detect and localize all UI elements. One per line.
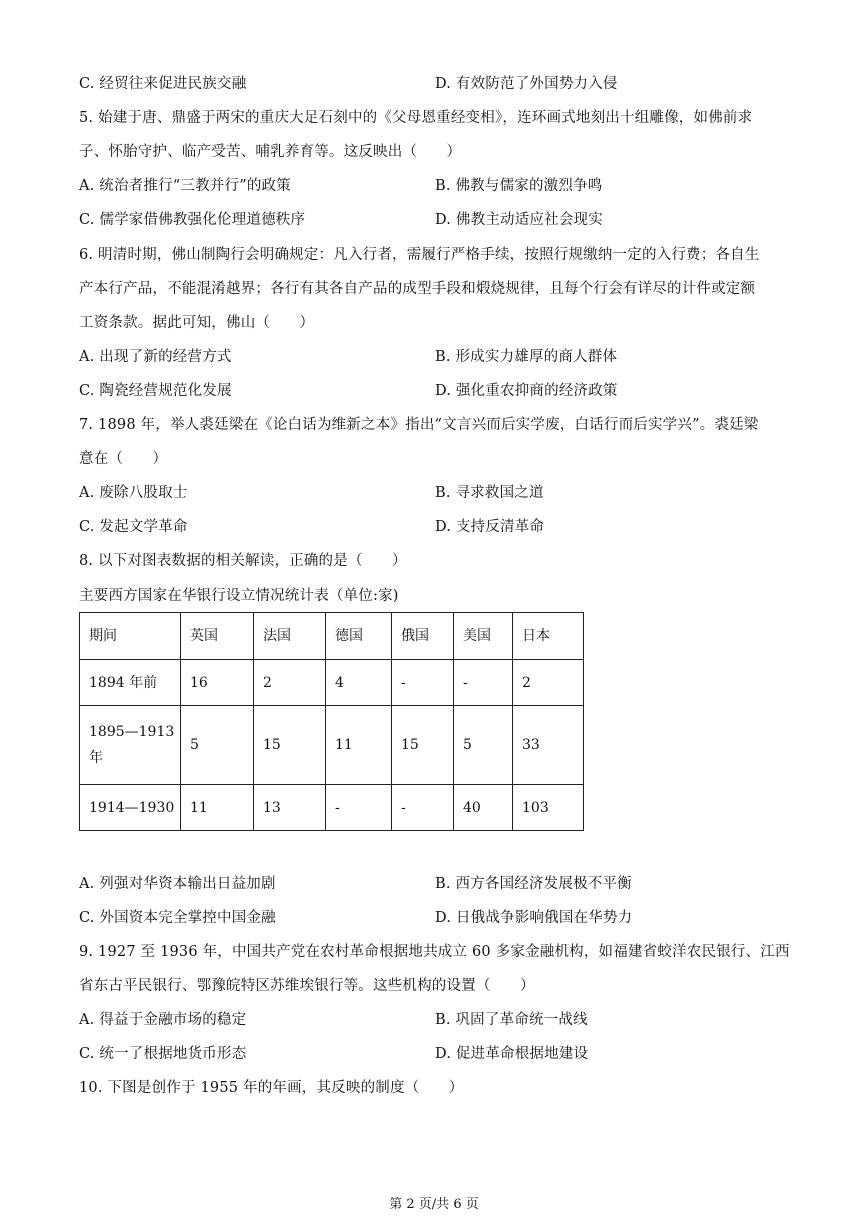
table-cell: 5	[454, 706, 513, 785]
q8-option-c: C. 外国资本完全掌控中国金融	[79, 910, 276, 926]
q9-option-b: B. 巩固了革命统一战线	[435, 1012, 588, 1028]
page-footer: 第 2 页/共 6 页	[389, 1197, 479, 1212]
q6-stem-line-3: 工资条款。据此可知，佛山（ ）	[79, 315, 315, 331]
q4-option-c: C. 经贸往来促进民族交融	[79, 76, 247, 92]
table-cell: 11	[326, 706, 392, 785]
period-label-part-2: 年	[89, 750, 103, 766]
q5-option-c: C. 儒学家借佛教强化伦理道德秩序	[79, 212, 306, 228]
q8-table-title: 主要西方国家在华银行设立情况统计表（单位:家)	[79, 588, 399, 604]
table-cell: 15	[254, 706, 326, 785]
q7-option-d: D. 支持反清革命	[435, 519, 545, 535]
q8-option-b: B. 西方各国经济发展极不平衡	[435, 876, 632, 892]
q6-option-c: C. 陶瓷经营规范化发展	[79, 383, 232, 399]
table-row	[80, 660, 584, 706]
q7-option-b: B. 寻求救国之道	[435, 485, 544, 501]
period-label-part-1: 1895—1913	[89, 724, 175, 740]
table-cell: 15	[392, 706, 454, 785]
q5-option-b: B. 佛教与儒家的激烈争鸣	[435, 178, 603, 194]
q7-stem-line-2: 意在（ ）	[79, 451, 168, 467]
q5-stem-line-1: 5. 始建于唐、鼎盛于两宋的重庆大足石刻中的《父母恩重经变相》，连环画式地刻出十组雕像，如佛前求	[79, 110, 753, 126]
q9-stem-line-1: 9. 1927 至 1936 年，中国共产党在农村革命根据地共成立 60 多家金融机构，如福建省蛟洋农民银行、江西	[79, 944, 790, 960]
table-cell: -	[454, 660, 513, 706]
q6-option-d: D. 强化重农抑商的经济政策	[435, 383, 618, 399]
table-cell: -	[326, 785, 392, 831]
q8-stem: 8. 以下对图表数据的相关解读，正确的是（ ）	[79, 553, 407, 569]
table-cell: 5	[181, 706, 254, 785]
q8-option-a: A. 列强对华资本输出日益加剧	[79, 876, 276, 892]
q10-stem: 10. 下图是创作于 1955 年的年画，其反映的制度（ ）	[79, 1080, 464, 1096]
table-header-row	[80, 613, 584, 660]
q4-option-d: D. 有效防范了外国势力入侵	[435, 76, 618, 92]
table-cell: 2	[513, 660, 584, 706]
q5-option-a: A. 统治者推行“三教并行”的政策	[79, 178, 291, 194]
q9-option-c: C. 统一了根据地货币形态	[79, 1046, 247, 1062]
table-cell	[80, 706, 181, 785]
table-row	[80, 706, 584, 785]
q9-option-a: A. 得益于金融市场的稳定	[79, 1012, 247, 1028]
table-cell: -	[392, 660, 454, 706]
q6-option-a: A. 出现了新的经营方式	[79, 349, 232, 365]
q6-stem-line-1: 6. 明清时期，佛山制陶行会明确规定：凡入行者，需履行严格手续，按照行规缴纳一定的入行费；各自生	[79, 247, 760, 263]
table-header-cell: 日本	[513, 613, 584, 660]
q6-stem-line-2: 产本行产品，不能混淆越界；各行有其各自产品的成型手段和煅烧规律，且每个行会有详尽的计件或定额	[79, 281, 756, 297]
q7-stem-line-1: 7. 1898 年，举人裘廷梁在《论白话为维新之本》指出“文言兴而后实学废，白话行而后实学兴”。裘廷梁	[79, 417, 759, 433]
table-cell: 40	[454, 785, 513, 831]
table-header-cell: 德国	[326, 613, 392, 660]
table-header-cell: 美国	[454, 613, 513, 660]
table-cell: 33	[513, 706, 584, 785]
q7-option-a: A. 废除八股取士	[79, 485, 188, 501]
q6-option-b: B. 形成实力雄厚的商人群体	[435, 349, 618, 365]
table-header-cell: 英国	[181, 613, 254, 660]
table-cell: -	[392, 785, 454, 831]
bank-stats-table	[79, 612, 584, 831]
q7-option-c: C. 发起文学革命	[79, 519, 188, 535]
q9-stem-line-2: 省东古平民银行、鄂豫皖特区苏维埃银行等。这些机构的设置（ ）	[79, 978, 535, 994]
q5-option-d: D. 佛教主动适应社会现实	[435, 212, 603, 228]
q9-option-d: D. 促进革命根据地建设	[435, 1046, 589, 1062]
table-cell: 13	[254, 785, 326, 831]
q5-stem-line-2: 子、怀胎守护、临产受苦、哺乳养育等。这反映出（ ）	[79, 144, 462, 160]
table-cell: 103	[513, 785, 584, 831]
table-header-cell: 期间	[80, 613, 181, 660]
table-cell: 11	[181, 785, 254, 831]
table-header-cell: 俄国	[392, 613, 454, 660]
table-header-cell: 法国	[254, 613, 326, 660]
table-cell: 4	[326, 660, 392, 706]
table-cell: 1894 年前	[80, 660, 181, 706]
table-row	[80, 785, 584, 831]
q8-option-d: D. 日俄战争影响俄国在华势力	[435, 910, 633, 926]
table-cell: 2	[254, 660, 326, 706]
table-cell: 1914—1930	[80, 785, 181, 831]
table-cell: 16	[181, 660, 254, 706]
